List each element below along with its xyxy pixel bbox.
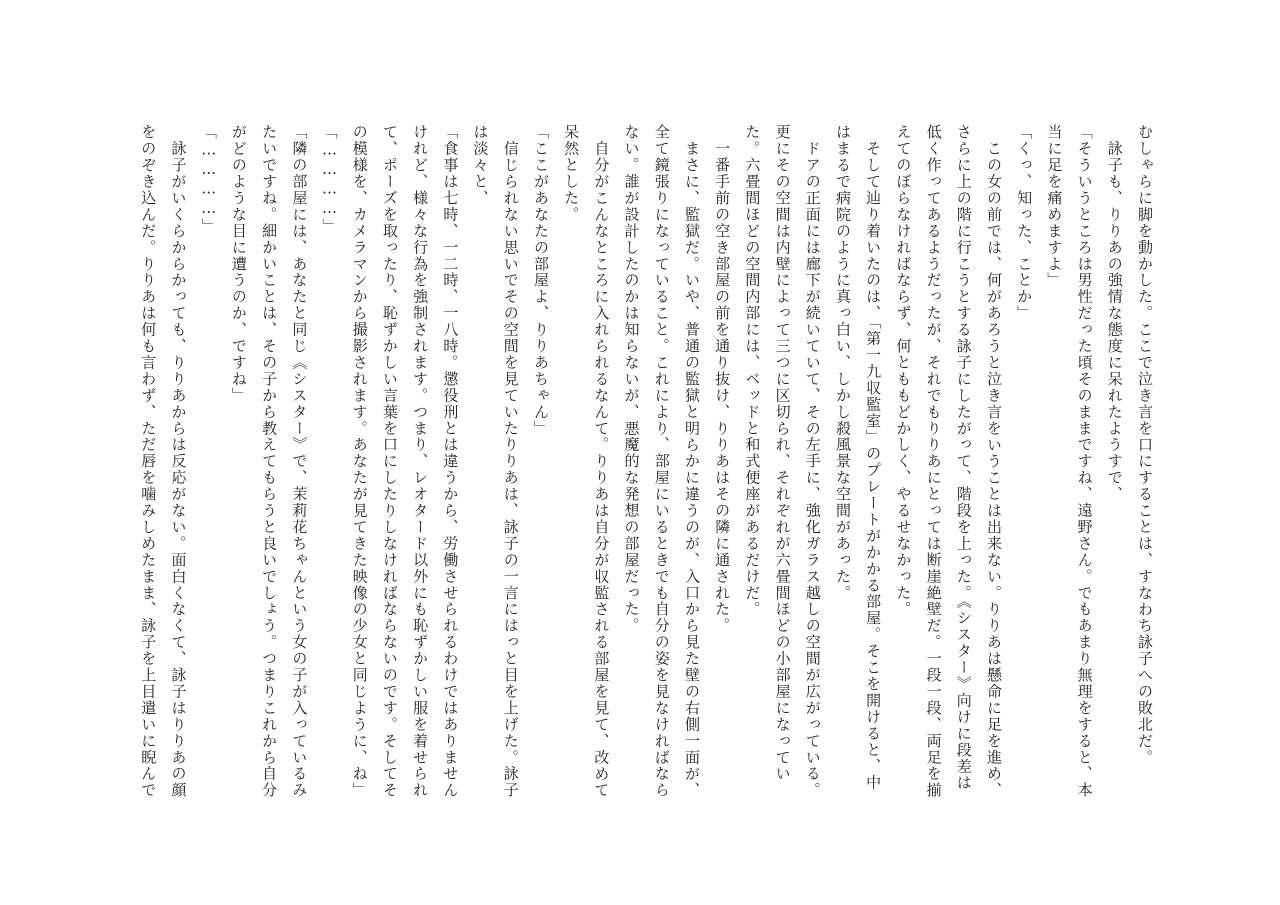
text-line: がどのような目に遭うのか、ですね」 bbox=[229, 124, 248, 404]
text-line: 「そういうところは男性だった頃そのままですね、遠野さん。でもあまり無理をすると、本 bbox=[1075, 124, 1094, 799]
text-line: そして辿り着いたのは、「第一九収監室」のプレートがかかる部屋。そこを開けると、中 bbox=[864, 124, 883, 791]
text-line: 「ここがあなたの部屋よ、りりあちゃん」 bbox=[531, 124, 550, 437]
text-line: けれど、様々な行為を強制されます。つまり、レオタード以外にも恥ずかしい服を着せられ bbox=[411, 124, 430, 799]
text-line: 「くっ、知った、ことか」 bbox=[1015, 124, 1034, 322]
text-line: の模様を、カメラマンから撮影されます。あなたが見てきた映像の少女と同じように、ね」 bbox=[350, 124, 369, 799]
text-line: 「…………」 bbox=[199, 124, 218, 235]
text-line: 全て鏡張りになっていること。これにより、部屋にいるときでも自分の姿を見なければなら bbox=[652, 124, 671, 799]
text-line: むしゃらに脚を動かした。ここで泣き言を口にすることは、すなわち詠子への敗北だ。 bbox=[1136, 124, 1154, 766]
text-line: さらに上の階に行こうとする詠子にしたがって、階段を上った。《シスター》向けに段差は bbox=[954, 124, 973, 791]
text-line: ドアの正面には廊下が続いていて、その左手に、強化ガラス越しの空間が広がっている。 bbox=[803, 124, 822, 799]
text-line: をのぞき込んだ。りりあは何も言わず、ただ唇を噛みしめたまま、詠子を上目遣いに睨んで bbox=[139, 124, 158, 799]
text-line: は淡々と、 bbox=[471, 124, 490, 207]
text-line: 詠子がいくらからかっても、りりあからは反応がない。面白くなくて、詠子はりりあの顔 bbox=[169, 124, 188, 799]
text-line: まさに、監獄だ。いや、普通の監獄と明らかに違うのが、入口から見た壁の右側一面が、 bbox=[682, 124, 701, 799]
text-line: 詠子も、りりあの強情な態度に呆れたようすで、 bbox=[1105, 124, 1124, 503]
text-line: ない。誰が設計したのかは知らないが、悪魔的な発想の部屋だった。 bbox=[622, 124, 641, 634]
text-line: 当に足を痛めますよ」 bbox=[1045, 124, 1064, 289]
text-line: たいですね。細かいことは、その子から教えてもらうと良いでしょう。つまりこれから自分 bbox=[260, 124, 279, 799]
text-line: 呆然とした。 bbox=[562, 124, 581, 223]
text-line: 信じられない思いでその空間を見ていたりりあは、詠子の一言にはっと目を上げた。詠子 bbox=[501, 124, 520, 799]
text-line: えてのぼらなければならず、何とももどかしく、やるせなかった。 bbox=[894, 124, 913, 618]
text-line: 低く作ってあるようだったが、それでもりりあにとっては断崖絶壁だ。一段一段、両足を揃 bbox=[924, 124, 943, 799]
text-line: 自分がこんなところに入れられるなんて。りりあは自分が収監される部屋を見て、改めて bbox=[592, 124, 611, 799]
vertical-text-body bbox=[139, 124, 1160, 799]
text-line: 一番手前の空き部屋の前を通り抜け、りりあはその隣に通された。 bbox=[713, 124, 732, 634]
text-line: 「…………」 bbox=[320, 124, 339, 235]
text-line: 「食事は七時、一二時、一八時。懲役刑とは違うから、労働させられるわけではありません bbox=[441, 124, 460, 799]
text-line: この女の前では、何があろうと泣き言をいうことは出来ない。りりあは懸命に足を進め、 bbox=[984, 124, 1003, 799]
text-line: 更にその空間は内壁によって三つに区切られ、それぞれが六畳間ほどの小部屋になってい bbox=[773, 124, 792, 782]
text-line: て、ポーズを取ったり、恥ずかしい言葉を口にしたりしなければならないのです。そしてそ bbox=[380, 124, 399, 799]
text-line: 「隣の部屋には、あなたと同じ《シスター》で、茉莉花ちゃんという女の子が入っているみ bbox=[290, 124, 309, 799]
text-line: はまるで病院のように真っ白い、しかし殺風景な空間があった。 bbox=[833, 124, 852, 602]
text-line: た。六畳間ほどの空間内部には、ベッドと和式便座があるだけだ。 bbox=[743, 124, 762, 618]
